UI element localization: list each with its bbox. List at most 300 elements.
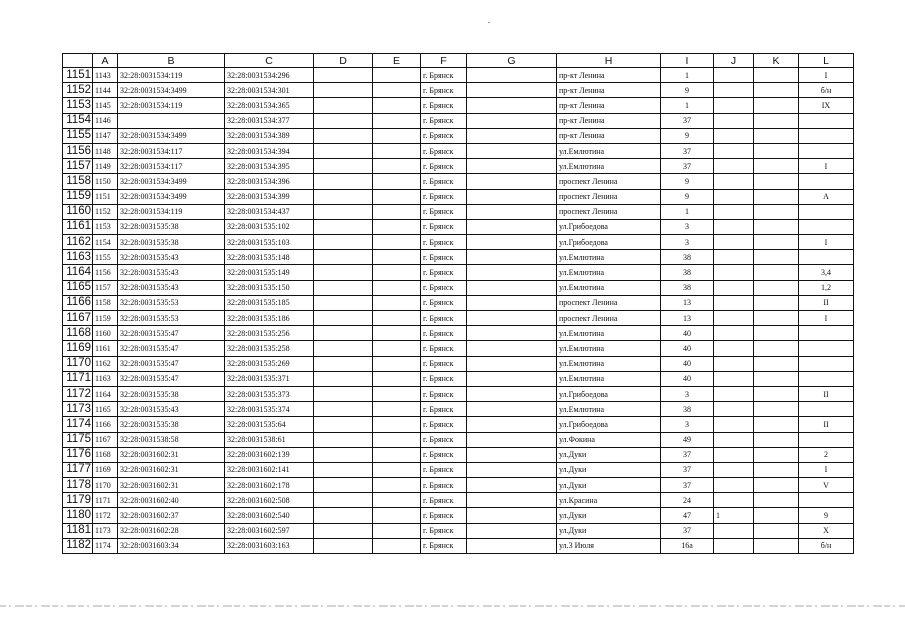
row-number: 1158 bbox=[63, 174, 93, 189]
cell-f: г. Брянск bbox=[421, 98, 467, 113]
cell-j bbox=[714, 311, 754, 326]
cell-a: 1144 bbox=[93, 83, 118, 98]
cell-a: 1149 bbox=[93, 159, 118, 174]
cell-f: г. Брянск bbox=[421, 356, 467, 371]
cell-f: г. Брянск bbox=[421, 341, 467, 356]
cell-d bbox=[314, 113, 373, 128]
cell-f: г. Брянск bbox=[421, 326, 467, 341]
row-number: 1161 bbox=[63, 219, 93, 234]
cell-j bbox=[714, 371, 754, 386]
row-number: 1169 bbox=[63, 341, 93, 356]
cell-e bbox=[373, 235, 421, 250]
row-number: 1151 bbox=[63, 68, 93, 83]
cell-e bbox=[373, 128, 421, 143]
cell-h: пр-кт Ленина bbox=[557, 83, 661, 98]
cell-l bbox=[799, 402, 854, 417]
cell-j bbox=[714, 493, 754, 508]
cell-l: V bbox=[799, 478, 854, 493]
cell-l bbox=[799, 204, 854, 219]
cell-e bbox=[373, 538, 421, 553]
cell-d bbox=[314, 83, 373, 98]
cell-j bbox=[714, 478, 754, 493]
cell-k bbox=[754, 493, 799, 508]
cell-a: 1173 bbox=[93, 523, 118, 538]
cell-e bbox=[373, 417, 421, 432]
cell-i: 9 bbox=[661, 83, 714, 98]
cell-i: 38 bbox=[661, 265, 714, 280]
cell-f: г. Брянск bbox=[421, 159, 467, 174]
cell-h: ул.Дуки bbox=[557, 462, 661, 477]
cell-k bbox=[754, 432, 799, 447]
cell-e bbox=[373, 311, 421, 326]
cell-f: г. Брянск bbox=[421, 174, 467, 189]
cell-d bbox=[314, 508, 373, 523]
cell-b: 32:28:0031534:3499 bbox=[118, 83, 225, 98]
cell-g bbox=[467, 113, 557, 128]
cell-i: 9 bbox=[661, 128, 714, 143]
cell-b: 32:28:0031535:43 bbox=[118, 402, 225, 417]
cell-e bbox=[373, 219, 421, 234]
cell-l: 9 bbox=[799, 508, 854, 523]
row-number: 1168 bbox=[63, 326, 93, 341]
row-number: 1179 bbox=[63, 493, 93, 508]
row-number: 1165 bbox=[63, 280, 93, 295]
table-row bbox=[63, 341, 854, 356]
column-header-a: A bbox=[93, 54, 118, 68]
cell-l: IX bbox=[799, 98, 854, 113]
cell-i: 37 bbox=[661, 478, 714, 493]
cell-k bbox=[754, 311, 799, 326]
cell-g bbox=[467, 265, 557, 280]
scan-speck bbox=[488, 22, 490, 23]
cell-a: 1160 bbox=[93, 326, 118, 341]
cell-l bbox=[799, 371, 854, 386]
cell-e bbox=[373, 356, 421, 371]
cell-i: 13 bbox=[661, 311, 714, 326]
cell-a: 1147 bbox=[93, 128, 118, 143]
cell-d bbox=[314, 402, 373, 417]
cell-i: 37 bbox=[661, 113, 714, 128]
cell-e bbox=[373, 189, 421, 204]
table-row bbox=[63, 250, 854, 265]
cell-k bbox=[754, 402, 799, 417]
cell-g bbox=[467, 235, 557, 250]
cell-h: ул.Дуки bbox=[557, 508, 661, 523]
header-corner bbox=[63, 54, 93, 68]
cell-l bbox=[799, 493, 854, 508]
cell-d bbox=[314, 386, 373, 401]
cell-d bbox=[314, 174, 373, 189]
cell-a: 1169 bbox=[93, 462, 118, 477]
cell-a: 1167 bbox=[93, 432, 118, 447]
cell-d bbox=[314, 68, 373, 83]
cell-b: 32:28:0031534:117 bbox=[118, 143, 225, 158]
cell-g bbox=[467, 508, 557, 523]
cell-l: II bbox=[799, 417, 854, 432]
cell-e bbox=[373, 280, 421, 295]
row-number: 1177 bbox=[63, 462, 93, 477]
cell-j bbox=[714, 432, 754, 447]
cell-a: 1157 bbox=[93, 280, 118, 295]
cell-l: I bbox=[799, 311, 854, 326]
row-number: 1152 bbox=[63, 83, 93, 98]
cell-j bbox=[714, 204, 754, 219]
cell-d bbox=[314, 538, 373, 553]
table-row bbox=[63, 204, 854, 219]
cell-i: 37 bbox=[661, 143, 714, 158]
cell-l bbox=[799, 174, 854, 189]
cell-c: 32:28:0031535:186 bbox=[225, 311, 314, 326]
cell-a: 1174 bbox=[93, 538, 118, 553]
cell-a: 1172 bbox=[93, 508, 118, 523]
cell-a: 1151 bbox=[93, 189, 118, 204]
table-row bbox=[63, 128, 854, 143]
cell-c: 32:28:0031603:163 bbox=[225, 538, 314, 553]
row-number: 1156 bbox=[63, 143, 93, 158]
cell-e bbox=[373, 204, 421, 219]
cell-b: 32:28:0031602:40 bbox=[118, 493, 225, 508]
column-header-j: J bbox=[714, 54, 754, 68]
cell-b: 32:28:0031535:43 bbox=[118, 250, 225, 265]
cell-j bbox=[714, 447, 754, 462]
cell-h: ул.Емлютина bbox=[557, 143, 661, 158]
cell-i: 38 bbox=[661, 250, 714, 265]
cell-a: 1154 bbox=[93, 235, 118, 250]
cell-h: пр-кт Ленина bbox=[557, 68, 661, 83]
cell-g bbox=[467, 386, 557, 401]
cell-c: 32:28:0031534:365 bbox=[225, 98, 314, 113]
cell-h: ул.Дуки bbox=[557, 478, 661, 493]
table-row bbox=[63, 159, 854, 174]
cell-l: б/н bbox=[799, 538, 854, 553]
scan-artifact-line bbox=[0, 604, 905, 608]
cell-e bbox=[373, 523, 421, 538]
cell-j bbox=[714, 98, 754, 113]
row-number: 1173 bbox=[63, 402, 93, 417]
cell-e bbox=[373, 83, 421, 98]
row-number: 1163 bbox=[63, 250, 93, 265]
cell-a: 1152 bbox=[93, 204, 118, 219]
cell-g bbox=[467, 371, 557, 386]
cell-d bbox=[314, 462, 373, 477]
cell-f: г. Брянск bbox=[421, 204, 467, 219]
cell-g bbox=[467, 143, 557, 158]
cell-g bbox=[467, 402, 557, 417]
cell-d bbox=[314, 417, 373, 432]
column-header-i: I bbox=[661, 54, 714, 68]
cell-f: г. Брянск bbox=[421, 417, 467, 432]
cell-j bbox=[714, 68, 754, 83]
cell-c: 32:28:0031534:389 bbox=[225, 128, 314, 143]
column-header-e: E bbox=[373, 54, 421, 68]
row-number: 1153 bbox=[63, 98, 93, 113]
table-row bbox=[63, 478, 854, 493]
cell-c: 32:28:0031535:103 bbox=[225, 235, 314, 250]
cell-k bbox=[754, 417, 799, 432]
cell-d bbox=[314, 189, 373, 204]
cell-g bbox=[467, 432, 557, 447]
cell-c: 32:28:0031534:377 bbox=[225, 113, 314, 128]
cell-e bbox=[373, 386, 421, 401]
cell-c: 32:28:0031602:178 bbox=[225, 478, 314, 493]
table-row bbox=[63, 386, 854, 401]
cell-c: 32:28:0031535:269 bbox=[225, 356, 314, 371]
cell-a: 1150 bbox=[93, 174, 118, 189]
column-header-l: L bbox=[799, 54, 854, 68]
cell-g bbox=[467, 493, 557, 508]
cell-b: 32:28:0031602:37 bbox=[118, 508, 225, 523]
cell-j: 1 bbox=[714, 508, 754, 523]
cell-d bbox=[314, 478, 373, 493]
row-number: 1175 bbox=[63, 432, 93, 447]
row-number: 1170 bbox=[63, 356, 93, 371]
cell-f: г. Брянск bbox=[421, 280, 467, 295]
cell-i: 40 bbox=[661, 371, 714, 386]
cell-h: ул.Грибоедова bbox=[557, 235, 661, 250]
cell-b: 32:28:0031602:31 bbox=[118, 447, 225, 462]
cell-f: г. Брянск bbox=[421, 447, 467, 462]
spreadsheet-table bbox=[62, 53, 854, 554]
cell-f: г. Брянск bbox=[421, 143, 467, 158]
cell-k bbox=[754, 295, 799, 310]
cell-l bbox=[799, 128, 854, 143]
cell-f: г. Брянск bbox=[421, 462, 467, 477]
cell-e bbox=[373, 113, 421, 128]
table-row bbox=[63, 493, 854, 508]
cell-f: г. Брянск bbox=[421, 538, 467, 553]
cell-k bbox=[754, 478, 799, 493]
column-header-k: K bbox=[754, 54, 799, 68]
cell-g bbox=[467, 280, 557, 295]
cell-a: 1163 bbox=[93, 371, 118, 386]
cell-h: ул.Грибоедова bbox=[557, 386, 661, 401]
cell-a: 1168 bbox=[93, 447, 118, 462]
cell-k bbox=[754, 159, 799, 174]
cell-c: 32:28:0031535:150 bbox=[225, 280, 314, 295]
column-header-f: F bbox=[421, 54, 467, 68]
table-row bbox=[63, 311, 854, 326]
cell-d bbox=[314, 98, 373, 113]
cell-k bbox=[754, 68, 799, 83]
cell-a: 1171 bbox=[93, 493, 118, 508]
cell-h: ул.Фокина bbox=[557, 432, 661, 447]
cell-i: 40 bbox=[661, 356, 714, 371]
cell-e bbox=[373, 508, 421, 523]
table-row bbox=[63, 326, 854, 341]
cell-j bbox=[714, 326, 754, 341]
cell-i: 9 bbox=[661, 174, 714, 189]
cell-a: 1170 bbox=[93, 478, 118, 493]
cell-l: 1,2 bbox=[799, 280, 854, 295]
row-number: 1166 bbox=[63, 295, 93, 310]
cell-i: 37 bbox=[661, 159, 714, 174]
row-number: 1167 bbox=[63, 311, 93, 326]
cell-d bbox=[314, 295, 373, 310]
cell-c: 32:28:0031535:256 bbox=[225, 326, 314, 341]
cell-i: 1 bbox=[661, 98, 714, 113]
row-number: 1164 bbox=[63, 265, 93, 280]
cell-h: ул.Дуки bbox=[557, 523, 661, 538]
cell-b: 32:28:0031603:34 bbox=[118, 538, 225, 553]
table-row bbox=[63, 235, 854, 250]
cell-h: ул.Емлютина bbox=[557, 159, 661, 174]
cell-a: 1145 bbox=[93, 98, 118, 113]
cell-i: 3 bbox=[661, 386, 714, 401]
column-header-b: B bbox=[118, 54, 225, 68]
cell-l bbox=[799, 143, 854, 158]
table-row bbox=[63, 174, 854, 189]
cell-j bbox=[714, 189, 754, 204]
cell-i: 37 bbox=[661, 523, 714, 538]
cell-f: г. Брянск bbox=[421, 386, 467, 401]
cell-k bbox=[754, 265, 799, 280]
cell-d bbox=[314, 128, 373, 143]
cell-d bbox=[314, 356, 373, 371]
cell-i: 1 bbox=[661, 68, 714, 83]
cell-j bbox=[714, 235, 754, 250]
cell-a: 1158 bbox=[93, 295, 118, 310]
cell-f: г. Брянск bbox=[421, 83, 467, 98]
cell-k bbox=[754, 143, 799, 158]
row-number: 1174 bbox=[63, 417, 93, 432]
cell-a: 1155 bbox=[93, 250, 118, 265]
cell-d bbox=[314, 447, 373, 462]
cell-k bbox=[754, 204, 799, 219]
cell-k bbox=[754, 189, 799, 204]
cell-d bbox=[314, 371, 373, 386]
cell-e bbox=[373, 432, 421, 447]
cell-h: ул.Емлютина bbox=[557, 265, 661, 280]
column-header-row bbox=[63, 54, 854, 68]
cell-i: 13 bbox=[661, 295, 714, 310]
cell-a: 1148 bbox=[93, 143, 118, 158]
cell-f: г. Брянск bbox=[421, 68, 467, 83]
cell-b: 32:28:0031535:38 bbox=[118, 417, 225, 432]
cell-b: 32:28:0031602:28 bbox=[118, 523, 225, 538]
cell-h: ул.Емлютина bbox=[557, 371, 661, 386]
table-row bbox=[63, 98, 854, 113]
cell-b: 32:28:0031534:119 bbox=[118, 204, 225, 219]
cell-j bbox=[714, 295, 754, 310]
row-number: 1178 bbox=[63, 478, 93, 493]
table-row bbox=[63, 83, 854, 98]
cell-d bbox=[314, 159, 373, 174]
cell-b: 32:28:0031602:31 bbox=[118, 462, 225, 477]
cell-g bbox=[467, 68, 557, 83]
cell-e bbox=[373, 98, 421, 113]
cell-h: ул.Емлютина bbox=[557, 280, 661, 295]
cell-h: проспект Ленина bbox=[557, 189, 661, 204]
cell-c: 32:28:0031535:371 bbox=[225, 371, 314, 386]
cell-b: 32:28:0031535:38 bbox=[118, 219, 225, 234]
cell-j bbox=[714, 356, 754, 371]
cell-g bbox=[467, 478, 557, 493]
cell-c: 32:28:0031535:373 bbox=[225, 386, 314, 401]
cell-a: 1165 bbox=[93, 402, 118, 417]
cell-k bbox=[754, 508, 799, 523]
cell-e bbox=[373, 159, 421, 174]
cell-k bbox=[754, 174, 799, 189]
cell-h: проспект Ленина bbox=[557, 311, 661, 326]
cell-l bbox=[799, 219, 854, 234]
cell-f: г. Брянск bbox=[421, 432, 467, 447]
cell-i: 3 bbox=[661, 417, 714, 432]
cell-l bbox=[799, 432, 854, 447]
cell-g bbox=[467, 295, 557, 310]
cell-h: ул.Грибоедова bbox=[557, 219, 661, 234]
cell-f: г. Брянск bbox=[421, 295, 467, 310]
cell-l: б/н bbox=[799, 83, 854, 98]
cell-h: ул.Емлютина bbox=[557, 341, 661, 356]
table-row bbox=[63, 280, 854, 295]
cell-k bbox=[754, 83, 799, 98]
cell-f: г. Брянск bbox=[421, 402, 467, 417]
cell-d bbox=[314, 250, 373, 265]
cell-k bbox=[754, 356, 799, 371]
cell-d bbox=[314, 204, 373, 219]
cell-j bbox=[714, 265, 754, 280]
cell-j bbox=[714, 417, 754, 432]
row-number: 1176 bbox=[63, 447, 93, 462]
table-row bbox=[63, 447, 854, 462]
cell-c: 32:28:0031602:141 bbox=[225, 462, 314, 477]
row-number: 1182 bbox=[63, 538, 93, 553]
cell-d bbox=[314, 235, 373, 250]
cell-h: ул.3 Июля bbox=[557, 538, 661, 553]
table-row bbox=[63, 538, 854, 553]
cell-l: I bbox=[799, 159, 854, 174]
cell-c: 32:28:0031534:399 bbox=[225, 189, 314, 204]
cell-g bbox=[467, 250, 557, 265]
cell-c: 32:28:0031602:540 bbox=[225, 508, 314, 523]
cell-j bbox=[714, 280, 754, 295]
cell-j bbox=[714, 113, 754, 128]
cell-g bbox=[467, 341, 557, 356]
cell-i: 3 bbox=[661, 235, 714, 250]
cell-b: 32:28:0031535:47 bbox=[118, 341, 225, 356]
cell-a: 1166 bbox=[93, 417, 118, 432]
cell-l: II bbox=[799, 386, 854, 401]
cell-d bbox=[314, 341, 373, 356]
cell-i: 37 bbox=[661, 447, 714, 462]
cell-l: X bbox=[799, 523, 854, 538]
cell-f: г. Брянск bbox=[421, 235, 467, 250]
cell-e bbox=[373, 371, 421, 386]
cell-j bbox=[714, 538, 754, 553]
table-row bbox=[63, 113, 854, 128]
row-number: 1159 bbox=[63, 189, 93, 204]
cell-i: 38 bbox=[661, 402, 714, 417]
cell-h: ул.Грибоедова bbox=[557, 417, 661, 432]
table-row bbox=[63, 68, 854, 83]
cell-c: 32:28:0031534:396 bbox=[225, 174, 314, 189]
cell-i: 38 bbox=[661, 280, 714, 295]
cell-f: г. Брянск bbox=[421, 371, 467, 386]
cell-l: 2 bbox=[799, 447, 854, 462]
cell-b bbox=[118, 113, 225, 128]
column-header-d: D bbox=[314, 54, 373, 68]
cell-d bbox=[314, 143, 373, 158]
cell-e bbox=[373, 493, 421, 508]
cell-g bbox=[467, 538, 557, 553]
cell-c: 32:28:0031602:139 bbox=[225, 447, 314, 462]
cell-i: 37 bbox=[661, 462, 714, 477]
cell-g bbox=[467, 128, 557, 143]
cell-e bbox=[373, 341, 421, 356]
cell-e bbox=[373, 326, 421, 341]
cell-g bbox=[467, 447, 557, 462]
cell-a: 1159 bbox=[93, 311, 118, 326]
